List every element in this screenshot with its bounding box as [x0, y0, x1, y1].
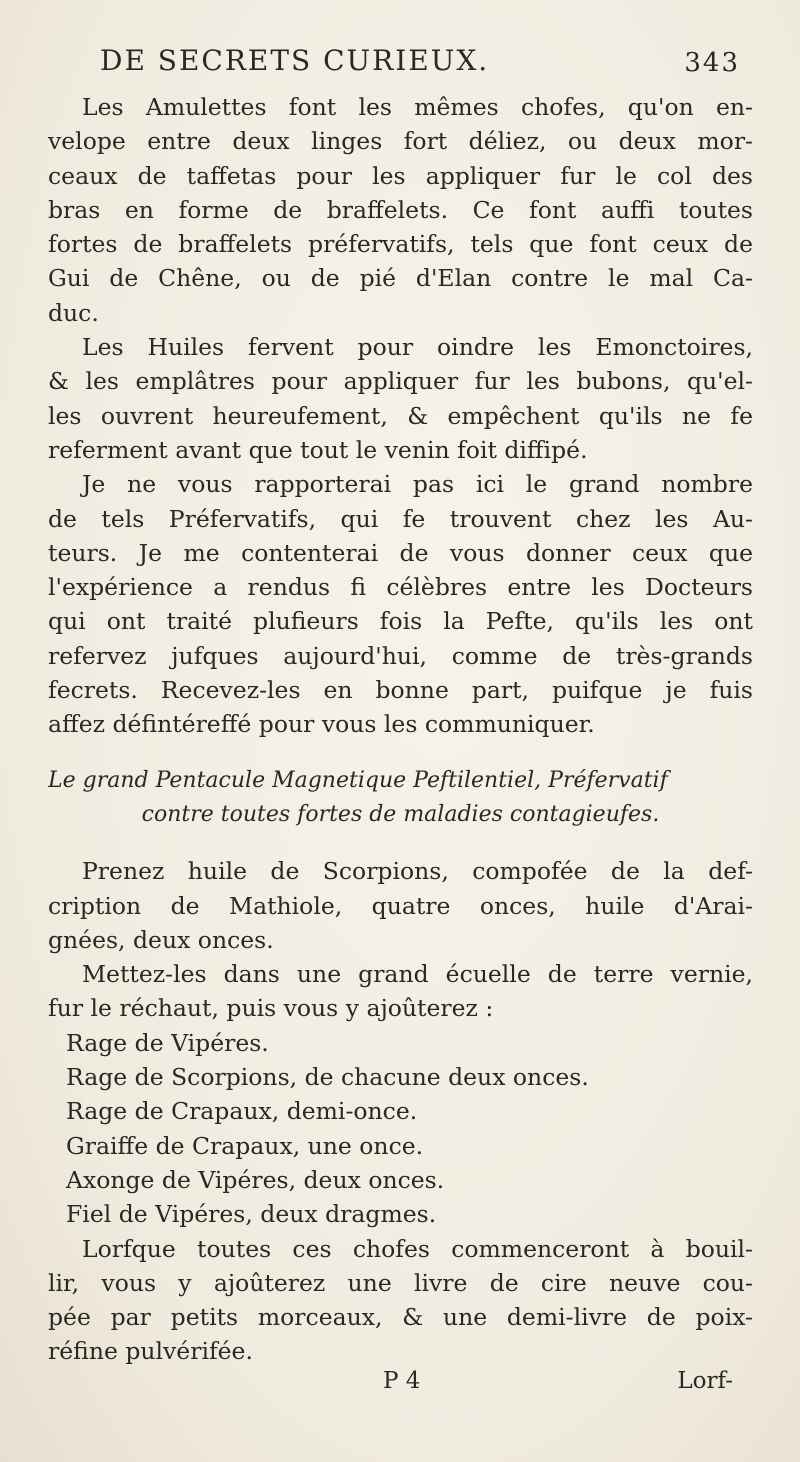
page-number: 343 [684, 48, 740, 78]
text-line: Mettez-les dans une grand écuelle de terre vernie, [82, 960, 753, 989]
text-line: qui ont traité plufieurs fois la Pefte, qu'ils les ont [48, 607, 753, 636]
running-title: DE SECRETS CURIEUX. [100, 44, 490, 77]
text-line: fur le réchaut, puis vous y ajoûterez : [48, 994, 494, 1023]
text-line: bras en forme de braffelets. Ce font auffi toutes [48, 195, 753, 224]
page-footer [48, 1368, 753, 1400]
signature-mark: P 4 [383, 1368, 421, 1394]
ingredient-line: Rage de Crapaux, demi-once. [66, 1097, 418, 1126]
text-line: velope entre deux linges fort déliez, ou deux mor- [48, 127, 753, 156]
ingredient-line: Rage de Vipéres. [66, 1028, 269, 1057]
text-line: & les emplâtres pour appliquer fur les bubons, qu'el- [48, 367, 753, 396]
text-line: Prenez huile de Scorpions, compofée de la def- [82, 857, 753, 886]
ingredient-line: Rage de Scorpions, de chacune deux onces. [66, 1063, 589, 1092]
text-line: ceaux de taffetas pour les appliquer fur le col des [48, 161, 753, 190]
text-line: de tels Préfervatifs, qui fe trouvent chez les Au- [48, 504, 753, 533]
ingredient-line: Fiel de Vipéres, deux dragmes. [66, 1200, 437, 1229]
text-line: Les Huiles fervent pour oindre les Emonctoires, [82, 333, 753, 362]
text-line: Les Amulettes font les mêmes chofes, qu'on en- [82, 93, 753, 121]
text-line: referment avant que tout le venin foit diffipé. [48, 435, 588, 464]
text-line: lir, vous y ajoûterez une livre de cire neuve cou- [48, 1268, 753, 1297]
page-body [48, 80, 753, 1369]
text-line: les ouvrent heureufement, & empêchent qu'ils ne fe [48, 401, 753, 430]
section-heading: contre toutes fortes de maladies contagieufes. [141, 801, 660, 827]
text-line: refervez jufques aujourd'hui, comme de très-grands [48, 641, 753, 670]
text-line: teurs. Je me contenterai de vous donner ceux que [48, 538, 753, 567]
text-line: fecrets. Recevez-les en bonne part, puifque je fuis [48, 676, 753, 705]
ingredient-line: Graiffe de Crapaux, une once. [66, 1131, 424, 1160]
text-line: Lorfque toutes ces chofes commenceront à bouil- [82, 1234, 753, 1263]
text-line: gnées, deux onces. [48, 925, 274, 954]
text-line: réfine pulvérifée. [48, 1337, 253, 1366]
text-line: l'expérience a rendus fi célèbres entre les Docteurs [48, 573, 753, 602]
text-line: cription de Mathiole, quatre onces, huile d'Arai- [48, 891, 753, 920]
text-line: duc. [48, 298, 99, 327]
text-line: pée par petits morceaux, & une demi-livre de poix- [48, 1303, 753, 1332]
text-line: fortes de braffelets préfervatifs, tels que font ceux de [48, 230, 753, 259]
text-line: Gui de Chêne, ou de pié d'Elan contre le mal Ca- [48, 264, 753, 293]
text-line: Je ne vous rapporterai pas ici le grand nombre [82, 470, 753, 499]
text-line: affez défintéreffé pour vous les communiquer. [48, 710, 595, 739]
section-heading: Le grand Pentacule Magnetique Peftilentiel, Préfervatif [48, 767, 668, 793]
ingredient-line: Axonge de Vipéres, deux onces. [66, 1165, 445, 1194]
catchword: Lorf- [677, 1368, 733, 1394]
